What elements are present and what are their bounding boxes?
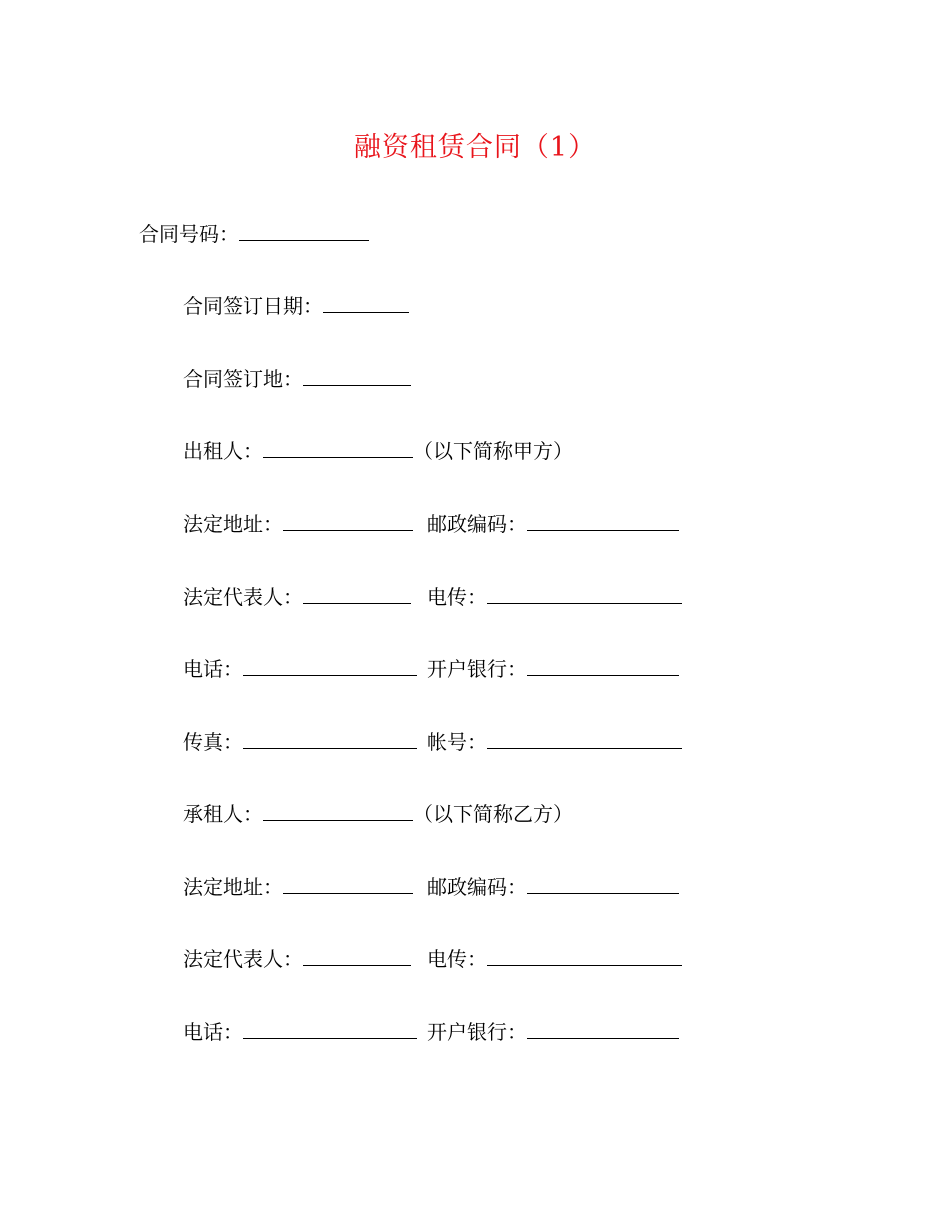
sign-place-blank[interactable]: [303, 365, 411, 386]
party-a-phone-blank[interactable]: [243, 655, 417, 676]
party-b-bank-group: [427, 1017, 679, 1047]
party-b-telex-label: 电传：: [427, 947, 487, 971]
party-a-account-blank[interactable]: [487, 728, 682, 749]
party-a-account-label: 帐号：: [427, 730, 487, 754]
party-b-rep-blank[interactable]: [303, 945, 411, 966]
contract-number-line: [139, 219, 369, 249]
party-a-bank-group: [427, 654, 679, 684]
party-b-postal-group: [427, 872, 679, 902]
party-a-rep-line: [183, 582, 703, 612]
party-b-telex-group: [427, 944, 682, 974]
party-b-rep-line: [183, 944, 703, 974]
party-a-rep-blank[interactable]: [303, 583, 411, 604]
party-a-address-line: [183, 509, 703, 539]
document-title: 融资租赁合同（1）: [353, 132, 597, 163]
party-a-telex-label: 电传：: [427, 585, 487, 609]
contract-number-blank[interactable]: [239, 220, 369, 241]
party-b-postal-label: 邮政编码：: [427, 875, 527, 899]
lessee-line: [183, 799, 573, 829]
party-b-telex-blank[interactable]: [487, 945, 682, 966]
lessor-note: （以下简称甲方）: [413, 439, 573, 463]
party-a-telex-group: [427, 582, 682, 612]
party-b-postal-blank[interactable]: [527, 873, 679, 894]
party-b-phone-label: 电话：: [183, 1020, 243, 1044]
contract-number-label: 合同号码：: [139, 222, 239, 246]
party-a-address-blank[interactable]: [283, 510, 413, 531]
party-b-rep-label: 法定代表人：: [183, 947, 303, 971]
lessee-label: 承租人：: [183, 802, 263, 826]
party-b-address-line: [183, 872, 703, 902]
party-a-fax-line: [183, 727, 703, 757]
party-a-fax-blank[interactable]: [243, 728, 417, 749]
party-a-address-label: 法定地址：: [183, 512, 283, 536]
sign-date-blank[interactable]: [323, 292, 409, 313]
party-a-postal-label: 邮政编码：: [427, 512, 527, 536]
party-a-rep-label: 法定代表人：: [183, 585, 303, 609]
party-a-phone-label: 电话：: [183, 657, 243, 681]
party-b-address-label: 法定地址：: [183, 875, 283, 899]
party-a-postal-group: [427, 509, 679, 539]
party-b-phone-line: [183, 1017, 703, 1047]
sign-place-line: [183, 364, 411, 394]
sign-place-label: 合同签订地：: [183, 367, 303, 391]
party-a-bank-label: 开户银行：: [427, 657, 527, 681]
lessee-blank[interactable]: [263, 800, 413, 821]
party-a-account-group: [427, 727, 682, 757]
party-b-bank-blank[interactable]: [527, 1018, 679, 1039]
party-a-telex-blank[interactable]: [487, 583, 682, 604]
party-b-bank-label: 开户银行：: [427, 1020, 527, 1044]
party-a-bank-blank[interactable]: [527, 655, 679, 676]
sign-date-line: [183, 291, 409, 321]
lessee-note: （以下简称乙方）: [413, 802, 573, 826]
lessor-line: [183, 436, 573, 466]
party-a-fax-label: 传真：: [183, 730, 243, 754]
lessor-blank[interactable]: [263, 437, 413, 458]
party-a-postal-blank[interactable]: [527, 510, 679, 531]
party-b-phone-blank[interactable]: [243, 1018, 417, 1039]
party-b-address-blank[interactable]: [283, 873, 413, 894]
lessor-label: 出租人：: [183, 439, 263, 463]
sign-date-label: 合同签订日期：: [183, 294, 323, 318]
party-a-phone-line: [183, 654, 703, 684]
